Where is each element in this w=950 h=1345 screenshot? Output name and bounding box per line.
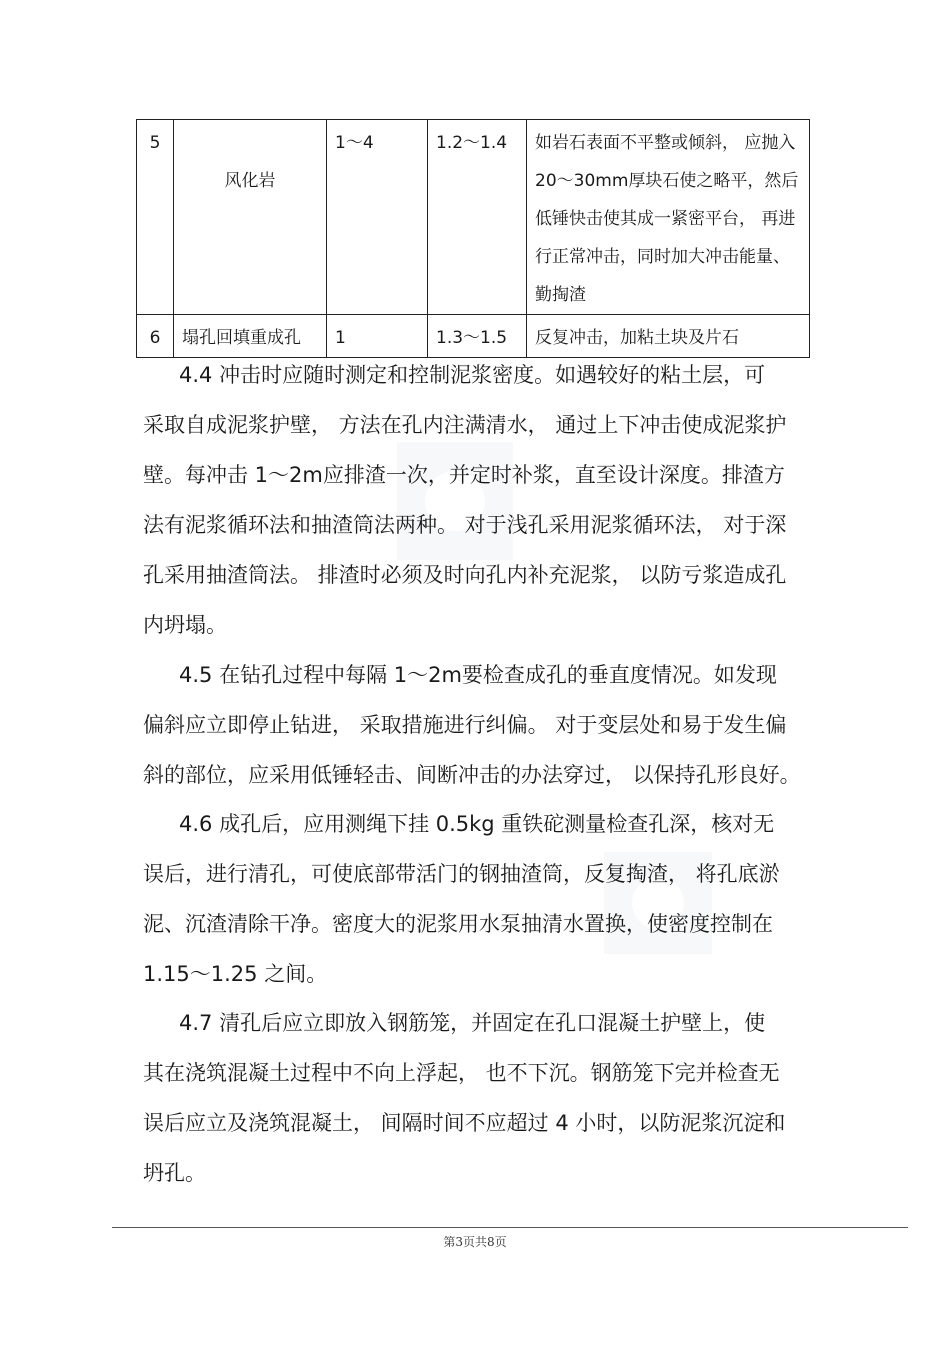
stroke-height-value: 1～4 (327, 120, 428, 315)
text-line: 泥、沉渣清除干净。密度大的泥浆用水泵抽清水置换，使密度控制在 (143, 912, 773, 936)
row-number: 5 (137, 120, 174, 315)
drilling-parameter-table (136, 119, 810, 358)
text-line: 4.6 成孔后，应用测绳下挂 0.5kg 重铁砣测量检查孔深，核对无 (179, 812, 775, 836)
text-line: 1.15～1.25 之间。 (143, 962, 328, 986)
page-number: 第3页共8页 (443, 1235, 507, 1249)
table-row (137, 120, 810, 315)
stratum-name: 塌孔回填重成孔 (174, 315, 327, 358)
text-line: 4.7 清孔后应立即放入钢筋笼，并固定在孔口混凝土护壁上，使 (179, 1011, 766, 1035)
paragraph-4-7 (143, 998, 813, 1198)
text-line: 4.4 冲击时应随时测定和控制泥浆密度。如遇较好的粘土层，可 (179, 363, 766, 387)
text-line: 法有泥浆循环法和抽渣筒法两种。 对于浅孔采用泥浆循环法， 对于深 (143, 513, 787, 537)
text-line: 孔采用抽渣筒法。 排渣时必须及时向孔内补充泥浆， 以防亏浆造成孔 (143, 563, 787, 587)
text-line: 坍孔。 (143, 1161, 206, 1185)
text-line: 误后应立及浇筑混凝土， 间隔时间不应超过 4 小时，以防泥浆沉淀和 (143, 1111, 786, 1135)
text-line: 其在浇筑混凝土过程中不向上浮起， 也不下沉。钢筋笼下完并检查无 (143, 1061, 780, 1085)
stroke-height-value: 1 (327, 315, 428, 358)
text-line: 壁。每冲击 1～2m应排渣一次，并定时补浆，直至设计深度。排渣方 (143, 463, 785, 487)
row-number: 6 (137, 315, 174, 358)
mud-density-value: 1.2～1.4 (428, 120, 527, 315)
paragraph-4-4 (143, 350, 813, 650)
paragraph-4-5 (143, 650, 813, 800)
mud-density-value: 1.3～1.5 (428, 315, 527, 358)
remark-cell: 如岩石表面不平整或倾斜， 应抛入20～30mm厚块石使之略平，然后低锤快击使其成一紧密平台， 再进行正常冲击，同时加大冲击能量、勤掏渣 (527, 120, 810, 315)
text-line: 误后，进行清孔，可使底部带活门的钢抽渣筒，反复掏渣， 将孔底淤 (143, 862, 780, 886)
paragraph-4-6 (143, 799, 813, 999)
text-line: 内坍塌。 (143, 613, 227, 637)
text-line: 4.5 在钻孔过程中每隔 1～2m要检查成孔的垂直度情况。如发现 (179, 663, 777, 687)
text-line: 偏斜应立即停止钻进， 采取措施进行纠偏。 对于变层处和易于发生偏 (143, 713, 787, 737)
text-line: 采取自成泥浆护壁， 方法在孔内注满清水， 通过上下冲击使成泥浆护 (143, 413, 787, 437)
text-line: 斜的部位，应采用低锤轻击、间断冲击的办法穿过， 以保持孔形良好。 (143, 763, 801, 787)
stratum-name: 风化岩 (224, 171, 276, 191)
remark-cell: 反复冲击，加粘土块及片石 (527, 315, 810, 358)
footer-divider (112, 1227, 908, 1228)
